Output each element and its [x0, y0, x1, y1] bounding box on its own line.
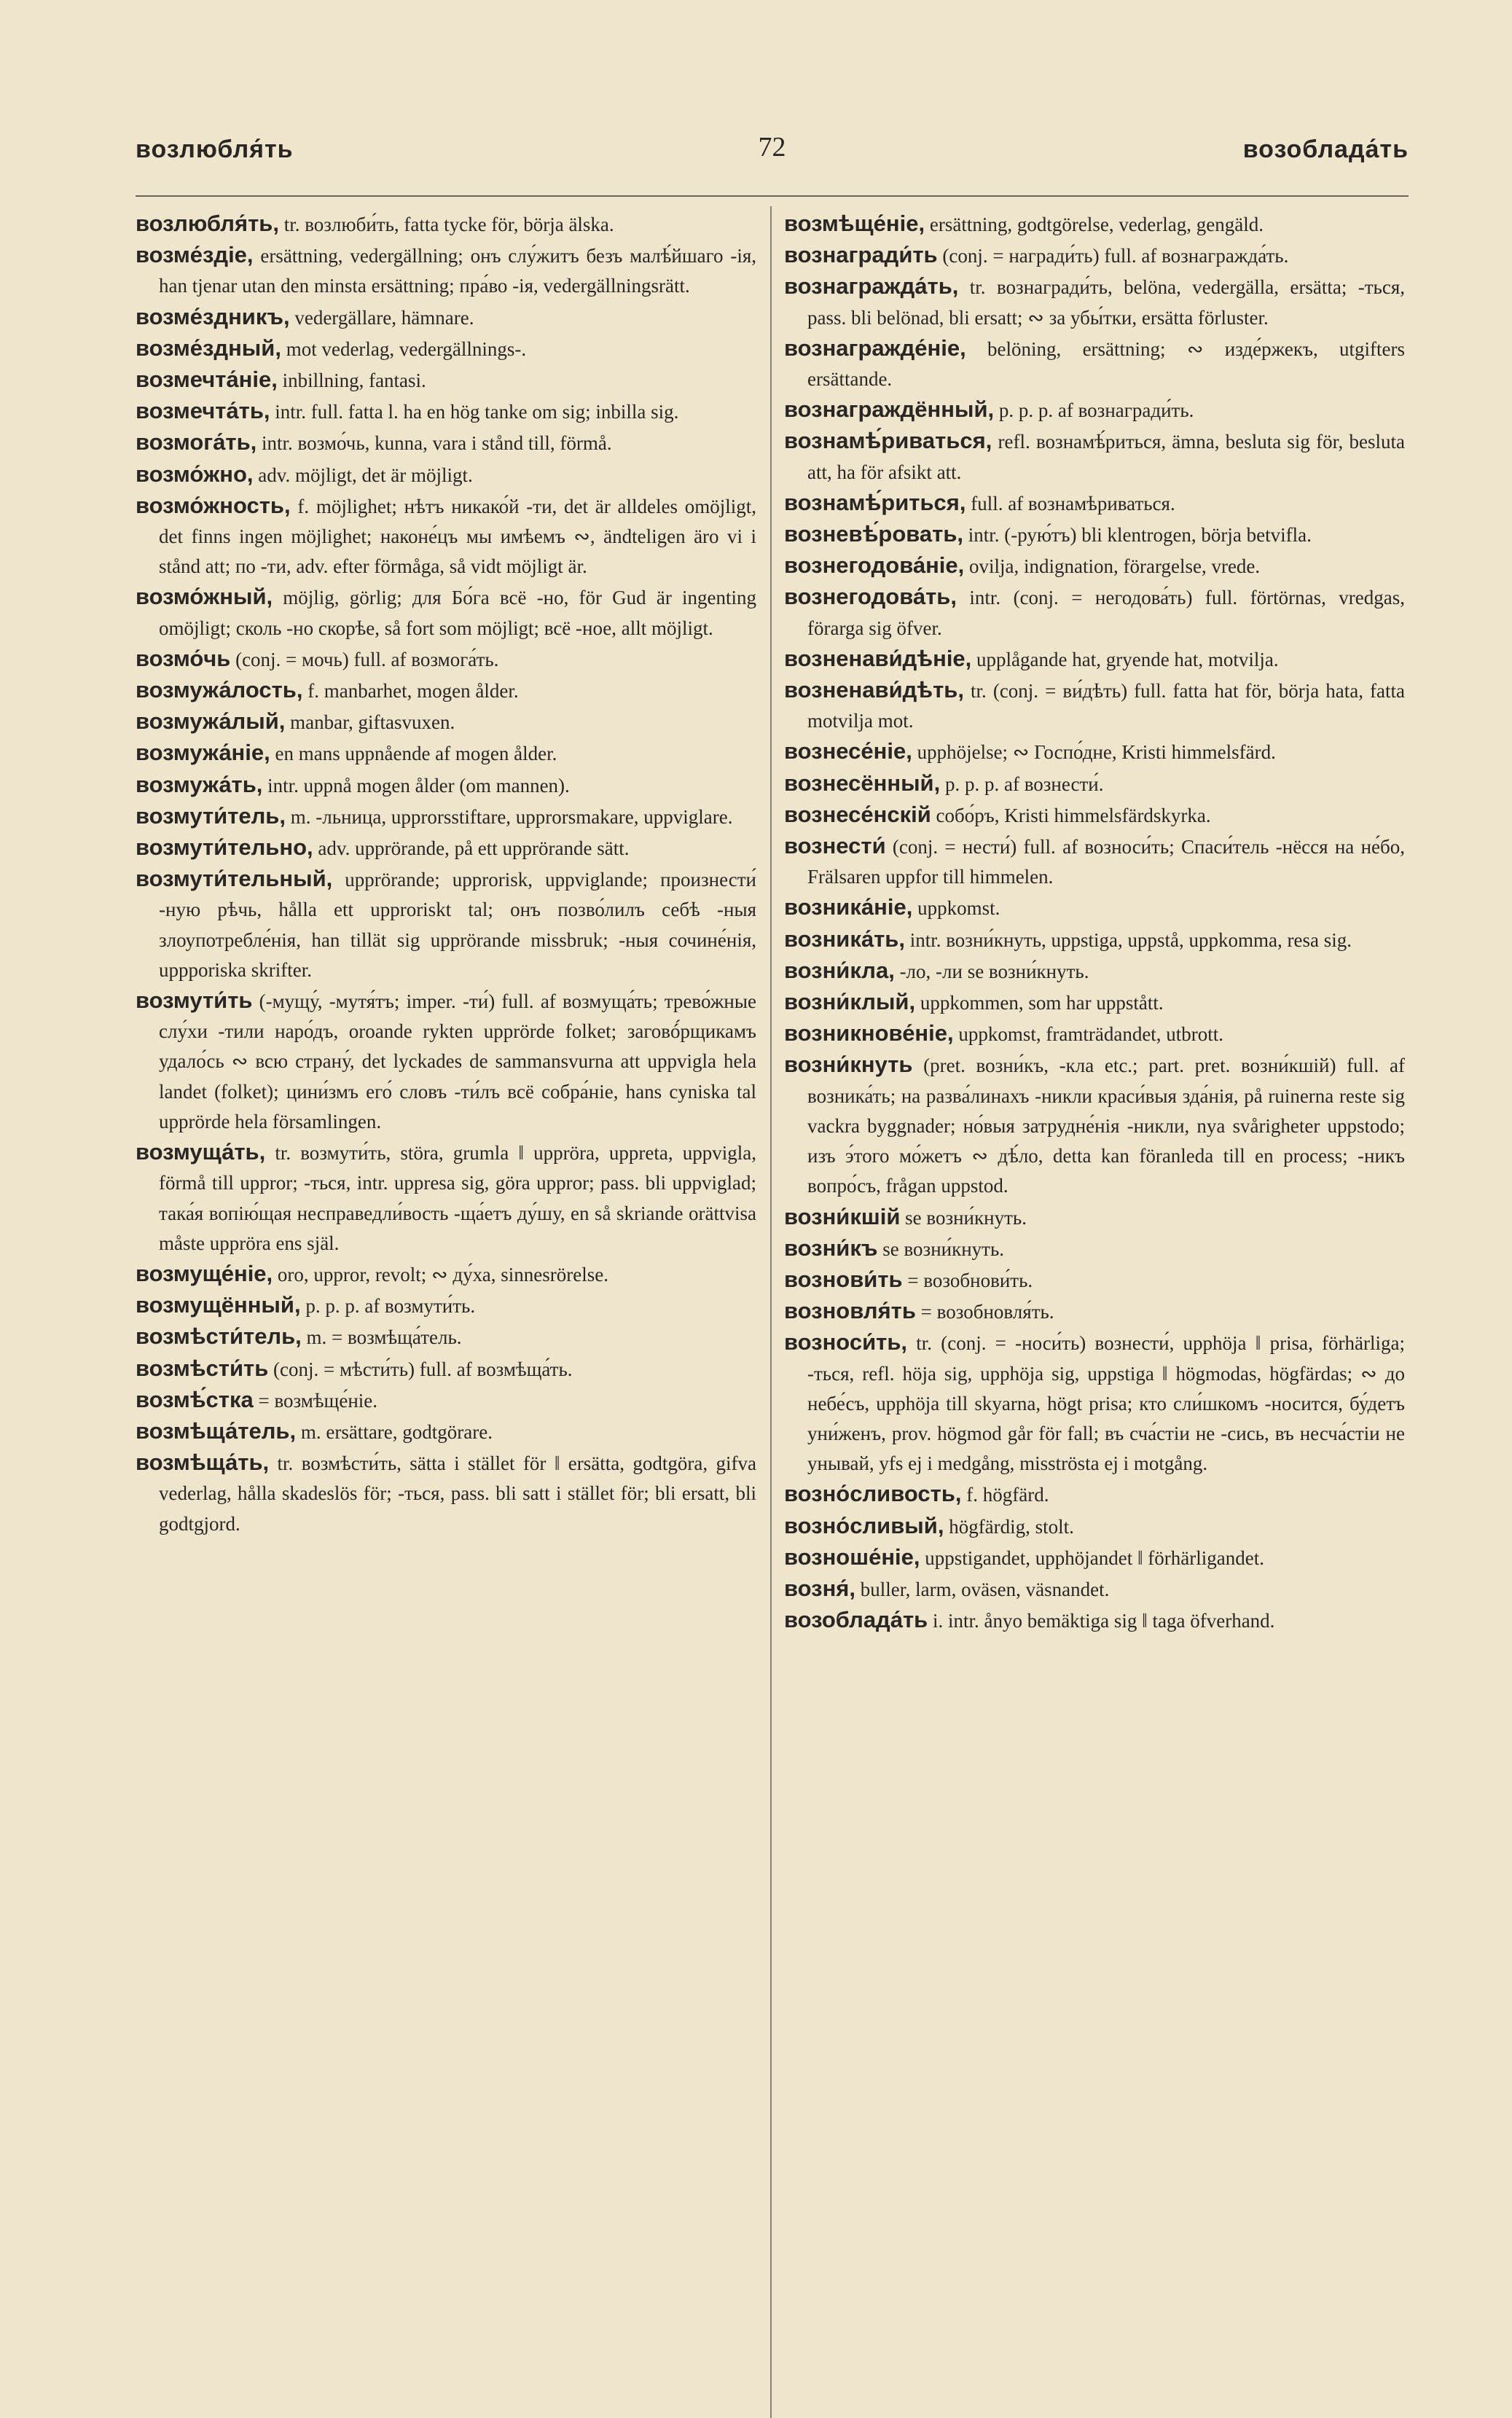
page-header [136, 132, 1409, 179]
entry-headword: возмѣсти́ть [136, 1355, 269, 1381]
entry-headword: возмути́тель, [136, 802, 286, 829]
entry-definition: -ло, -ли se возни́кнуть. [894, 960, 1089, 982]
left-column [136, 208, 756, 1539]
entry-headword: вознагради́ть [784, 242, 938, 268]
dictionary-entry [136, 643, 756, 675]
entry-definition: inbillning, fantasi. [277, 369, 426, 392]
entry-headword: вознесённый, [784, 770, 941, 796]
entry-definition: (conj. = мочь) full. af возмога́ть. [230, 648, 499, 670]
dictionary-entry [784, 1573, 1405, 1605]
entry-definition: f. möjlighet; нѣтъ никако́й -ти, det är alldeles omöjligt, det finns ingen möjlighet; наконе́цъ мы имѣемъ ∾, ändteligen äro vi i stånd att; по -ти, adv. efter förmåga, så vidt möjligt är. [159, 495, 756, 578]
entry-headword: возно́сливость, [784, 1481, 962, 1507]
dictionary-entry [136, 302, 756, 333]
entry-headword: возноше́ніе, [784, 1543, 920, 1570]
entry-headword: возно́сливый, [784, 1512, 944, 1538]
entry-headword: возме́здіе, [136, 242, 254, 268]
entry-definition: uppkomst, framträdandet, utbrott. [953, 1023, 1224, 1046]
dictionary-entry [784, 1511, 1405, 1542]
entry-headword: возненави́дѣніе, [784, 645, 972, 671]
entry-definition: belöning, ersättning; ∾ изде́ржекъ, utgifters ersättande. [807, 337, 1405, 391]
entry-headword: возникнове́ніе, [784, 1020, 954, 1046]
dictionary-entry [784, 1049, 1405, 1201]
entry-headword: возоблада́ть [784, 1607, 928, 1633]
dictionary-entry [784, 240, 1405, 271]
dictionary-entry [136, 427, 756, 458]
entry-definition: uppstigandet, upphöjandet ‖ förhärligandet. [920, 1546, 1264, 1569]
dictionary-entry [784, 1202, 1405, 1233]
entry-definition: tr. возлюби́ть, fatta tycke för, börja älska. [278, 214, 614, 235]
entry-definition: intr. (conj. = негодова́ть) full. förtörnas, vredgas, förarga sig öfver. [807, 587, 1405, 639]
entry-headword: возника́ніе, [784, 894, 913, 920]
dictionary-entry [784, 550, 1405, 582]
entry-definition: = возобновля́ть. [915, 1301, 1054, 1323]
entry-definition: (conj. = нести́) full. af возноси́ть; Спаси́тель -нёсся на не́бо, Frälsaren uppfor till himmelen. [807, 836, 1405, 888]
entry-headword: возмѣща́тель, [136, 1417, 297, 1444]
entry-definition: en mans uppnående af mogen ålder. [270, 743, 557, 765]
entry-headword: возня́, [784, 1575, 856, 1601]
dictionary-entry [136, 208, 756, 240]
entry-definition: p. p. p. af вознести́. [940, 772, 1104, 795]
entry-definition: ersättning, vedergällning; онъ слу́житъ безъ малѣ́йшаго -ія, han tjenar utan den minsta ersättning; пра́во -ія, vedergällningsrätt. [159, 245, 756, 297]
dictionary-entry [136, 737, 756, 769]
entry-definition: full. af вознамѣриваться. [965, 492, 1175, 514]
entry-headword: возни́клый, [784, 989, 916, 1015]
entry-headword: возмути́тельный, [136, 866, 333, 892]
dictionary-entry [784, 892, 1405, 923]
entry-headword: вознесе́нскій [784, 801, 931, 827]
entry-definition: (conj. = награди́ть) full. af вознагражда́ть. [937, 245, 1289, 267]
dictionary-entry [784, 675, 1405, 736]
dictionary-entry [136, 985, 756, 1137]
entry-definition: tr. (conj. = ви́дѣть) full. fatta hat för, börja hata, fatta motvilja mot. [807, 680, 1405, 732]
dictionary-entry [784, 1479, 1405, 1510]
entry-headword: возника́ть, [784, 926, 905, 952]
entry-definition: f. högfärd. [961, 1484, 1049, 1506]
dictionary-entry [136, 333, 756, 364]
entry-definition: mot vederlag, vedergällnings-. [281, 337, 527, 360]
entry-definition: möjlig, görlig; для Бо́га всё -но, för Gud är ingenting omöjligt; сколь -но скорѣе, så fort som möjligt; всё -ное, allt möjligt. [159, 587, 756, 639]
entry-definition: intr. full. fatta l. ha en hög tanke om sig; inbilla sig. [270, 401, 679, 423]
entry-definition: ersättning, godtgörelse, vederlag, gengäld. [925, 214, 1264, 235]
entry-definition: (conj. = мѣсти́ть) full. af возмѣща́ть. [268, 1358, 573, 1380]
entry-headword: возмути́тельно, [136, 834, 313, 861]
entry-headword: вознегодова́ніе, [784, 552, 965, 579]
dictionary-entry [136, 240, 756, 301]
entry-definition: högfärdig, stolt. [944, 1515, 1074, 1538]
entry-headword: вознегодова́ть, [784, 584, 957, 610]
entry-headword: возни́къ [784, 1235, 878, 1261]
dictionary-entry [784, 955, 1405, 987]
dictionary-entry [784, 1233, 1405, 1264]
entry-definition: buller, larm, oväsen, väsnandet. [855, 1578, 1110, 1600]
entry-definition: manbar, giftasvuxen. [285, 711, 455, 734]
entry-headword: возневѣ́ровать, [784, 521, 964, 547]
entry-headword: возмужа́лый, [136, 708, 286, 735]
entry-headword: вознови́ть [784, 1266, 903, 1292]
entry-headword: возмечта́ніе, [136, 367, 278, 393]
entry-headword: возмѣще́ніе, [784, 211, 925, 236]
entry-definition: (pret. возни́къ, -кла etc.; part. pret. возни́кшій) full. af возника́ть; на разва́линахъ -никли краси́выя зда́нія, på ruinerna reste sig vackra byggnader; но́выя затрудне́нія -никли, nya svårigheter uppstodo; изъ э́того мо́жетъ ∾ дѣ́ло, detta kan föranleda till en process; -никъ вопро́съ, frågan uppstod. [807, 1055, 1405, 1197]
entry-headword: возмуща́ть, [136, 1139, 266, 1165]
entry-definition: se возни́кнуть. [900, 1206, 1027, 1229]
dictionary-entry [784, 208, 1405, 240]
dictionary-entry [784, 799, 1405, 831]
entry-definition: intr. возмо́чь, kunna, vara i stånd till, förmå. [256, 432, 612, 455]
header-rule [136, 195, 1409, 197]
dictionary-entry [784, 1542, 1405, 1573]
entry-headword: возмути́ть [136, 987, 253, 1014]
dictionary-entry [136, 801, 756, 832]
dictionary-entry [136, 675, 756, 706]
entry-headword: возмо́чь [136, 645, 231, 671]
dictionary-entry [136, 396, 756, 427]
dictionary-entry [784, 1296, 1405, 1327]
entry-definition: oro, uppror, revolt; ∾ ду́ха, sinnesrörelse. [273, 1263, 608, 1286]
entry-definition: adv. möjligt, det är möjligt. [253, 463, 473, 486]
entry-definition: intr. uppnå mogen ålder (om mannen). [262, 774, 570, 797]
dictionary-entry [136, 582, 756, 643]
dictionary-entry [784, 1327, 1405, 1479]
entry-definition: tr. (conj. = -носи́ть) вознести́, upphöja ‖ prisa, förhärliga; -ться, refl. höja sig, upphöja sig, uppstiga ‖ högmodas, högfärdas; ∾ до небе́съ, upphöja till skyarna, högt prisa; кто сли́шкомъ -носится, бу́детъ уни́женъ, prov. högmod går för fall; въ сча́стіи не -сись, въ несча́стіи не унывай, yfs ej i medgång, misströsta ej i motgång. [807, 1332, 1405, 1475]
dictionary-entry [784, 1018, 1405, 1049]
dictionary-entry [784, 736, 1405, 767]
column-divider [770, 206, 772, 2418]
page-number: 72 [758, 132, 786, 163]
entry-definition: tr. возмѣсти́ть, sätta i stället för ‖ ersätta, godtgöra, gifva vederlag, hålla skadeslös för; -ться, pass. bli satt i stället för; bli ersatt, bli godtgjord. [159, 1452, 756, 1535]
dictionary-entry [784, 924, 1405, 955]
dictionary-entry [136, 1137, 756, 1259]
entry-definition: intr. (-рую́тъ) bli klentrogen, börja betvifla. [963, 524, 1312, 547]
entry-definition: ovilja, indignation, förargelse, vrede. [964, 555, 1261, 578]
entry-headword: возни́кнуть [784, 1052, 913, 1078]
entry-headword: возни́кшій [784, 1203, 901, 1229]
entry-definition: = возобнови́ть. [902, 1269, 1033, 1291]
entry-headword: возмога́ть, [136, 429, 257, 455]
dictionary-entry [136, 1416, 756, 1447]
entry-headword: возновля́ть [784, 1298, 916, 1324]
dictionary-entry [136, 1447, 756, 1539]
entry-definition: (-мущу́, -мутя́тъ; imper. -ти́) full. af возмуща́ть; трево́жные слу́хи -тили наро́дъ, oroande rykten upprörde folket; заговó́рщикамъ удало́сь ∾ всю страну́, det lyckades de sammansvurna att uppvigla hela landet (folket); цини́змъ его́ словъ -ти́лъ всё собра́ніе, hans cyniska tal upprörde hela församlingen. [159, 990, 756, 1132]
entry-headword: возмо́жно, [136, 461, 254, 487]
entry-headword: возни́кла, [784, 957, 895, 983]
entry-definition: f. manbarhet, mogen ålder. [302, 680, 519, 703]
dictionary-entry [784, 519, 1405, 550]
dictionary-entry [784, 987, 1405, 1018]
entry-definition: p. p. p. af вознагради́ть. [994, 399, 1194, 422]
entry-headword: вознагражде́ніе, [784, 334, 966, 361]
dictionary-entry [784, 582, 1405, 643]
entry-headword: возме́здный, [136, 334, 281, 361]
dictionary-entry [136, 832, 756, 864]
dictionary-entry [136, 864, 756, 985]
entry-headword: возмущённый, [136, 1292, 301, 1318]
right-running-head: возоблада́ть [1242, 136, 1409, 163]
dictionary-entry [136, 1353, 756, 1385]
entry-headword: вознамѣ́риваться, [784, 428, 992, 454]
entry-headword: возлюбля́ть, [136, 211, 279, 236]
entry-headword: возме́здникъ, [136, 303, 290, 329]
entry-definition: uppkomst. [912, 897, 1000, 920]
dictionary-entry [784, 643, 1405, 675]
dictionary-entry [784, 271, 1405, 332]
entry-headword: вознесе́ніе, [784, 738, 912, 764]
dictionary-entry [784, 394, 1405, 426]
dictionary-entry [136, 1321, 756, 1353]
entry-headword: возненави́дѣть, [784, 677, 964, 703]
dictionary-entry [784, 1605, 1405, 1636]
entry-headword: возмужа́ніе, [136, 740, 270, 766]
entry-definition: m. -льница, upprorsstiftare, upprorsmakare, uppviglare. [285, 805, 733, 828]
dictionary-entry [136, 1385, 756, 1416]
entry-definition: m. = возмѣща́тель. [301, 1326, 462, 1349]
dictionary-entry [784, 831, 1405, 892]
dictionary-entry [136, 706, 756, 737]
dictionary-entry [784, 426, 1405, 487]
entry-definition: p. p. p. af возмути́ть. [300, 1295, 476, 1318]
entry-definition: adv. upprörande, på ett upprörande sätt. [313, 837, 630, 860]
entry-headword: вознамѣ́риться, [784, 489, 966, 515]
entry-headword: возноси́ть, [784, 1329, 907, 1355]
entry-headword: возмѣсти́тель, [136, 1323, 302, 1350]
dictionary-entry [136, 1290, 756, 1321]
left-running-head: возлюбля́ть [136, 136, 294, 163]
dictionary-entry [136, 490, 756, 582]
entry-definition: upplågande hat, gryende hat, motvilja. [971, 648, 1279, 670]
entry-headword: вознаграждённый, [784, 396, 995, 423]
right-column [784, 208, 1405, 1636]
entry-headword: возмуще́ніе, [136, 1260, 273, 1286]
entry-headword: возмѣ́стка [136, 1386, 254, 1412]
dictionary-entry [784, 488, 1405, 519]
entry-definition: uppkommen, som har uppstått. [915, 992, 1164, 1014]
entry-headword: возмужа́лость, [136, 677, 303, 703]
entry-definition: = возмѣще́ніе. [253, 1389, 377, 1412]
entry-headword: возмужа́ть, [136, 771, 263, 797]
dictionary-entry [784, 333, 1405, 394]
entry-headword: возмо́жный, [136, 584, 273, 610]
dictionary-entry [136, 1259, 756, 1290]
entry-headword: вознести́ [784, 833, 886, 859]
entry-headword: возмо́жность, [136, 492, 291, 518]
entry-definition: upprörande; upprorisk, uppviglande; произнести́ -ную рѣчь, hålla ett upproriskt tal; онъ позво́лилъ себѣ -ныя злоупотребле́нія, han tillät sig upprörande missbruk; -ныя сочине́нія, uppроriska skrifter. [159, 869, 756, 981]
entry-headword: возмѣща́ть, [136, 1449, 270, 1476]
dictionary-entry [784, 768, 1405, 799]
dictionary-entry [136, 459, 756, 490]
entry-definition: upphöjelse; ∾ Госпо́дне, Kristi himmelsfärd. [912, 741, 1276, 764]
dictionary-entry [136, 770, 756, 801]
entry-definition: refl. вознамѣ́риться, ämna, besluta sig för, besluta att, ha för afsikt att. [807, 431, 1405, 483]
entry-definition: se возни́кнуть. [877, 1237, 1005, 1260]
entry-definition: vedergällare, hämnare. [289, 306, 474, 329]
dictionary-entry [136, 364, 756, 396]
entry-headword: возмечта́ть, [136, 398, 270, 424]
entry-definition: tr. возмути́ть, störa, grumla ‖ uppröra, uppreta, uppvigla, förmå till uppror; -ться, intr. uppresa sig, göra uppror; pass. bli uppviglad; така́я вопію́щая несправедли́вость -ща́етъ ду́шу, en så skriande orättvisa måste uppröra ens själ. [159, 1142, 756, 1254]
entry-definition: tr. вознагради́ть, belöna, vedergälla, ersätta; -ться, pass. bli belönad, bli ersatt; ∾ за убы́тки, ersätta förluster. [807, 276, 1405, 329]
entry-definition: собо́ръ, Kristi himmelsfärdskyrka. [931, 804, 1211, 826]
entry-definition: m. ersättare, godtgörare. [296, 1420, 493, 1443]
entry-definition: intr. возни́кнуть, uppstiga, uppstå, uppkomma, resa sig. [904, 928, 1352, 951]
entry-definition: i. intr. ånyo bemäktiga sig ‖ taga öfverhand. [928, 1610, 1275, 1632]
entry-headword: вознагражда́ть, [784, 273, 959, 300]
dictionary-entry [784, 1264, 1405, 1296]
